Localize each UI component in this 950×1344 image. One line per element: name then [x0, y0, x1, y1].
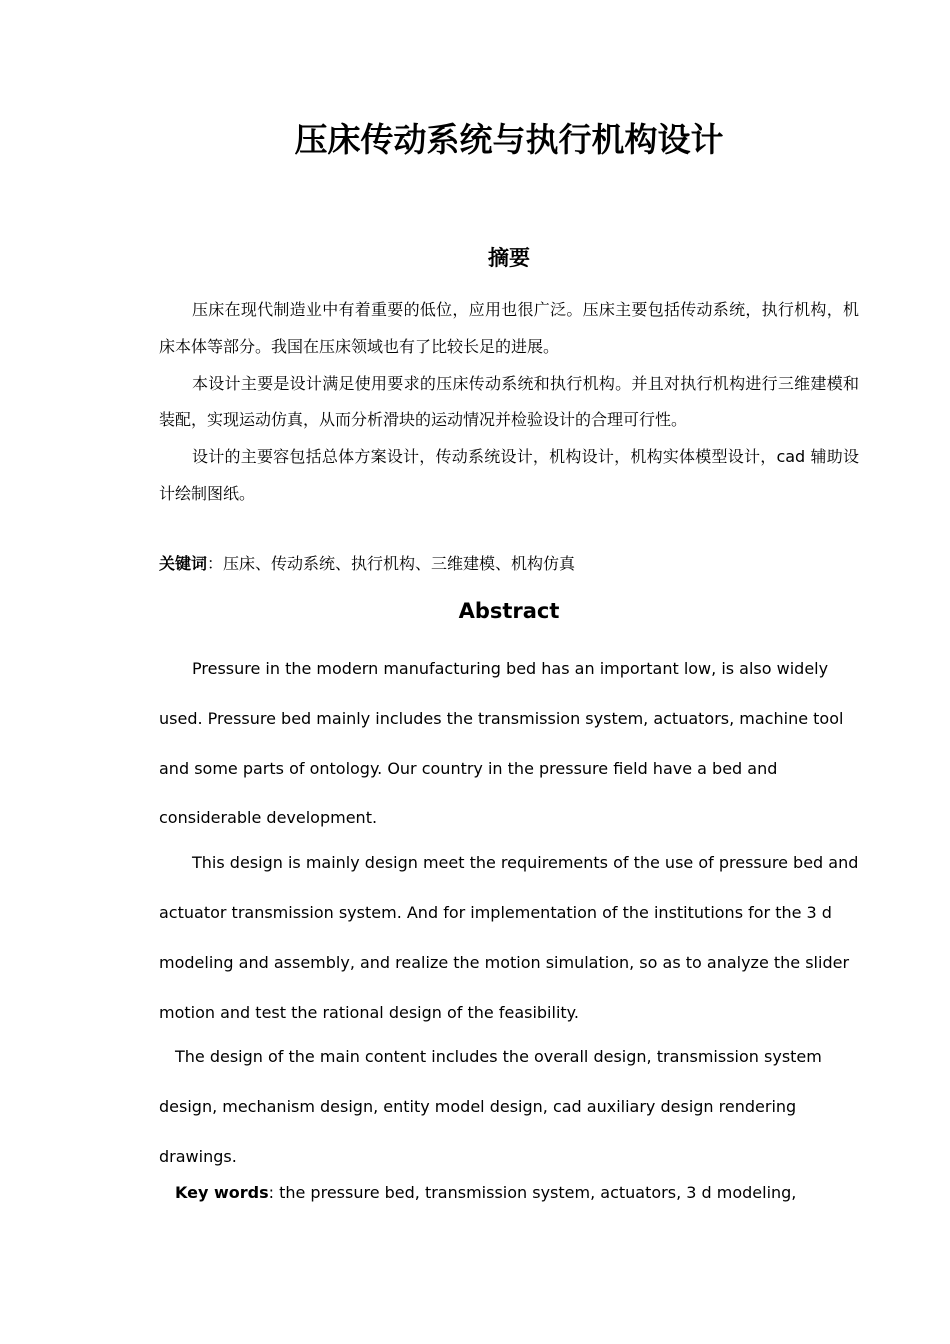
english-abstract-paragraph: Pressure in the modern manufacturing bed has an important low, is also widely used. Pressure bed mainly includes the transmission system, actuators, machine tool and some parts of ontology. Our country in the pressure field have a bed and considerable development.	[159, 659, 844, 828]
chinese-abstract-paragraph: 设计的主要容包括总体方案设计，传动系统设计，机构设计，机构实体模型设计，cad 辅助设计绘制图纸。	[159, 447, 859, 503]
english-abstract-body	[159, 644, 859, 1182]
chinese-abstract-body	[159, 292, 859, 513]
english-keywords-label: Key words	[175, 1183, 269, 1202]
english-abstract-heading: Abstract	[458, 599, 560, 623]
chinese-abstract-paragraph: 本设计主要是设计满足使用要求的压床传动系统和执行机构。并且对执行机构进行三维建模和装配，实现运动仿真，从而分析滑块的运动情况并检验设计的合理可行性。	[159, 373, 859, 430]
document-title: 压床传动系统与执行机构设计	[294, 120, 724, 159]
chinese-keywords	[159, 548, 859, 580]
chinese-abstract-heading: 摘要	[488, 246, 530, 270]
english-abstract-paragraph: The design of the main content includes the overall design, transmission system design, mechanism design, entity model design, cad auxiliary design rendering drawings.	[159, 1047, 822, 1166]
english-abstract-paragraph: This design is mainly design meet the requirements of the use of pressure bed and actuator transmission system. And for implementation of the institutions for the 3 d modeling and assembly, and realize the motion simulation, so as to analyze the slider motion and test the rational design of the feasibility.	[159, 853, 859, 1022]
chinese-keywords-list: 压床、传动系统、执行机构、三维建模、机构仿真	[223, 554, 576, 573]
chinese-keywords-label: 关键词	[159, 554, 208, 573]
chinese-keywords-separator: ：	[207, 554, 224, 573]
english-keywords	[175, 1177, 865, 1209]
chinese-abstract-paragraph: 压床在现代制造业中有着重要的低位，应用也很广泛。压床主要包括传动系统，执行机构，机床本体等部分。我国在压床领域也有了比较长足的进展。	[159, 300, 859, 356]
english-keywords-list: : the pressure bed, transmission system, actuators, 3 d modeling,	[268, 1183, 797, 1202]
